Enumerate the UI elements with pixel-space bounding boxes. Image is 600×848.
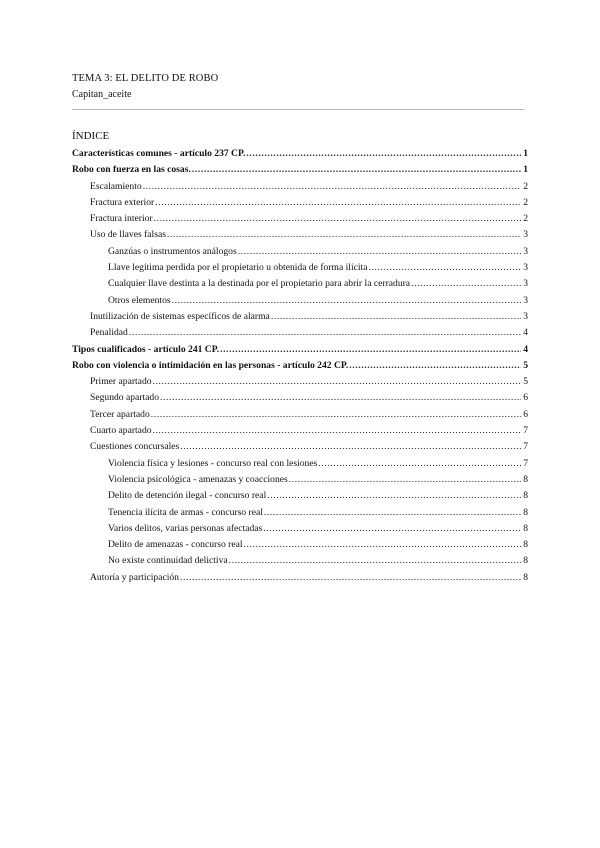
toc-entry-text: Tenencia ilícita de armas - concurso real [108,506,263,518]
toc-dot-leader [129,327,521,338]
header-divider [72,109,524,110]
toc-entry-text: Cuestiones concursales [90,441,180,453]
toc-entry-text: Características comunes - artículo 237 CP. [72,148,246,159]
toc-entry-text: Robo con violencia o intimidación en las personas - artículo 242 CP. [72,359,349,371]
toc-page-number: 6 [523,408,528,420]
toc-entry[interactable] [72,539,528,555]
toc-dot-leader [153,425,521,436]
toc-entry-text: Tipos cualificados - artículo 241 CP. [72,343,220,355]
toc-entry-text: Segundo apartado [90,392,160,404]
toc-entry-text: Otros elementos [108,294,171,306]
toc-dot-leader [220,344,521,355]
toc-entry-text: Escalamiento [90,180,142,192]
toc-entry-text: Autoría y participación [90,571,179,583]
toc-entry-text: Tercer apartado [90,408,150,420]
toc-entry[interactable] [72,572,528,588]
toc-entry-text: Violencia física y lesiones - concurso real con lesiones [108,457,318,469]
toc-page-number: 1 [523,148,528,159]
toc-entry[interactable] [72,392,528,408]
toc-entry[interactable] [72,555,528,571]
toc-page-number: 2 [523,180,528,192]
toc-entry[interactable] [72,523,528,539]
table-of-contents [72,148,528,588]
toc-page-number: 2 [523,196,528,208]
toc-page-number: 3 [523,278,528,290]
toc-dot-leader [349,360,521,371]
toc-dot-leader [180,572,521,583]
toc-page-number: 1 [523,164,528,176]
toc-entry[interactable] [72,409,528,425]
toc-entry-text: Fractura interior [90,213,153,225]
toc-dot-leader [411,278,521,289]
toc-dot-leader [246,148,521,159]
toc-entry[interactable] [72,490,528,506]
toc-page-number: 2 [523,213,528,225]
toc-dot-leader [238,246,521,257]
toc-page-number: 5 [523,359,528,371]
toc-entry[interactable] [72,262,528,278]
toc-entry[interactable] [72,327,528,343]
toc-entry-text: Robo con fuerza en las cosas. [72,164,191,176]
toc-page-number: 8 [523,555,528,567]
toc-dot-leader [143,181,521,192]
toc-entry[interactable] [72,376,528,392]
toc-entry[interactable] [72,213,528,229]
toc-entry[interactable] [72,360,528,376]
toc-page-number: 8 [523,473,528,485]
toc-page-number: 3 [523,262,528,274]
toc-dot-leader [180,441,521,452]
toc-page-number: 4 [523,343,528,355]
toc-entry-text: Cualquier llave destinta a la destinada por el propietario para abrir la cerradura [108,278,411,290]
toc-entry-text: Cuarto apartado [90,425,152,437]
toc-entry[interactable] [72,311,528,327]
toc-dot-leader [155,197,521,208]
toc-page-number: 3 [523,310,528,322]
toc-entry[interactable] [72,344,528,360]
toc-dot-leader [160,392,521,403]
toc-dot-leader [271,311,521,322]
toc-entry[interactable] [72,197,528,213]
toc-dot-leader [229,555,521,566]
toc-page-number: 7 [523,441,528,453]
toc-dot-leader [244,539,521,550]
toc-dot-leader [154,213,521,224]
toc-entry[interactable] [72,474,528,490]
toc-page-number: 8 [523,490,528,502]
toc-dot-leader [264,507,521,518]
toc-page-number: 8 [523,522,528,534]
toc-entry[interactable] [72,246,528,262]
toc-page-number: 7 [523,457,528,469]
toc-entry[interactable] [72,181,528,197]
toc-entry-text: Violencia psicológica - amenazas y coacciones [108,473,288,485]
toc-dot-leader [151,409,521,420]
document-title: TEMA 3: EL DELITO DE ROBO [72,73,219,84]
toc-entry-text: Delito de detención ilegal - concurso real [108,490,267,502]
toc-page-number: 6 [523,392,528,404]
toc-entry-text: Primer apartado [90,376,152,388]
toc-entry[interactable] [72,425,528,441]
toc-page-number: 3 [523,229,528,241]
toc-page-number: 5 [523,376,528,388]
toc-entry[interactable] [72,458,528,474]
toc-entry-text: Fractura exterior [90,196,155,208]
toc-page-number: 8 [523,539,528,551]
toc-entry[interactable] [72,148,528,164]
toc-dot-leader [167,229,521,240]
toc-dot-leader [153,376,521,387]
toc-heading: ÍNDICE [72,130,110,142]
toc-entry[interactable] [72,507,528,523]
toc-dot-leader [172,295,521,306]
toc-dot-leader [192,164,521,175]
toc-dot-leader [318,458,521,469]
toc-entry-text: Delito de amenazas - concurso real [108,539,243,551]
toc-entry-text: Inutilización de sistemas específicos de alarma [90,310,270,322]
toc-page-number: 3 [523,294,528,306]
toc-entry[interactable] [72,278,528,294]
toc-dot-leader [263,523,521,534]
toc-entry-text: Penalidad [90,327,128,339]
toc-entry[interactable] [72,229,528,245]
toc-entry-text: Ganzúas o instrumentos análogos [108,245,237,257]
document-author: Capitan_aceite [72,89,132,100]
toc-dot-leader [289,474,521,485]
toc-dot-leader [368,262,521,273]
toc-entry-text: Uso de llaves falsas [90,229,166,241]
toc-page-number: 4 [523,327,528,339]
toc-entry[interactable] [72,164,528,180]
toc-entry-text: No existe continuidad delictiva [108,555,228,567]
toc-entry[interactable] [72,441,528,457]
toc-entry-text: Varios delitos, varias personas afectadas [108,522,263,534]
toc-dot-leader [267,490,521,501]
toc-page-number: 8 [523,506,528,518]
toc-page-number: 8 [523,571,528,583]
toc-page-number: 7 [523,425,528,437]
toc-entry[interactable] [72,295,528,311]
toc-entry-text: Llave legítima perdida por el propietario u obtenida de forma ilícita [108,262,368,274]
toc-page-number: 3 [523,245,528,257]
